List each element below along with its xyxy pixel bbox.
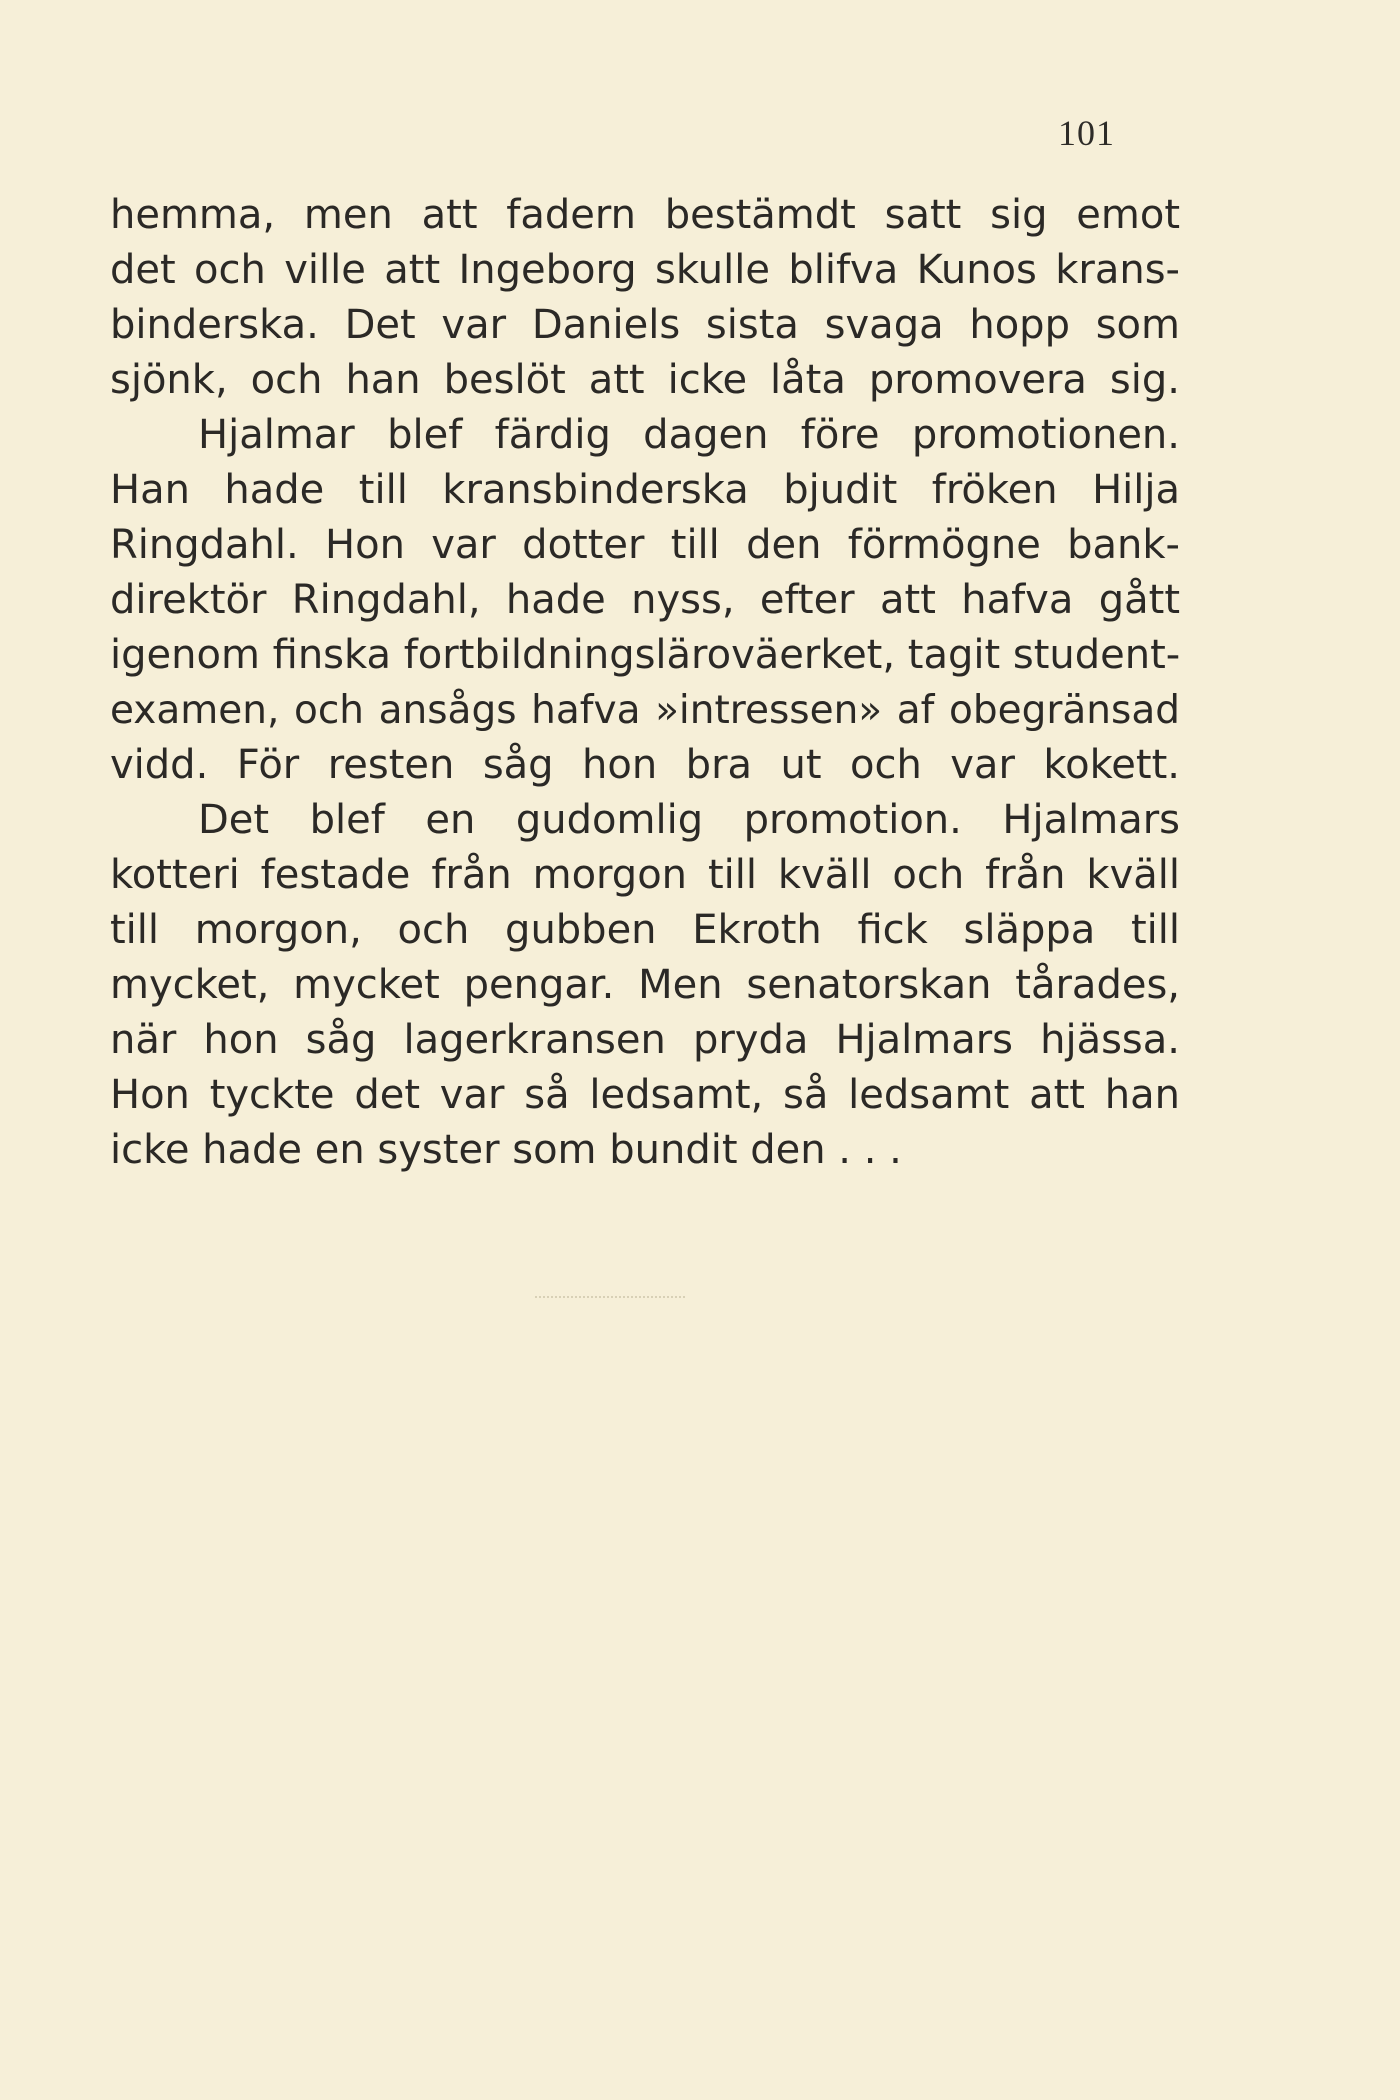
text-line: direktör Ringdahl, hade nyss, efter att hafva gått — [110, 577, 1180, 623]
page-number: 101 — [1058, 113, 1115, 153]
text-line: till morgon, och gubben Ekroth fick släppa till — [110, 907, 1180, 953]
text-line: binderska. Det var Daniels sista svaga hopp som — [110, 302, 1180, 348]
section-divider — [535, 1296, 685, 1298]
text-line: Ringdahl. Hon var dotter till den förmögne bank- — [110, 522, 1180, 568]
text-line: kotteri festade från morgon till kväll och från kväll — [110, 852, 1180, 898]
text-line: när hon såg lagerkransen pryda Hjalmars hjässa. — [110, 1017, 1180, 1063]
text-line: hemma, men att fadern bestämdt satt sig emot — [110, 192, 1180, 238]
text-line: sjönk, och han beslöt att icke låta promovera sig. — [110, 357, 1180, 403]
text-line: vidd. För resten såg hon bra ut och var kokett. — [110, 742, 1180, 788]
text-line: igenom finska fortbildningsläroväerket, tagit student- — [110, 632, 1181, 678]
text-line: Hon tyckte det var så ledsamt, så ledsamt att han — [110, 1072, 1180, 1118]
text-line: mycket, mycket pengar. Men senatorskan tårades, — [110, 962, 1180, 1008]
body-text — [110, 188, 1180, 1178]
text-line: Han hade till kransbinderska bjudit fröken Hilja — [110, 467, 1180, 513]
text-line: Hjalmar blef färdig dagen före promotionen. — [198, 412, 1180, 458]
text-line: det och ville att Ingeborg skulle blifva Kunos krans- — [110, 247, 1180, 293]
text-line: Det blef en gudomlig promotion. Hjalmars — [198, 797, 1180, 843]
text-line: examen, och ansågs hafva »intressen» af obegränsad — [110, 688, 1180, 733]
text-line: icke hade en syster som bundit den . . . — [110, 1127, 902, 1173]
